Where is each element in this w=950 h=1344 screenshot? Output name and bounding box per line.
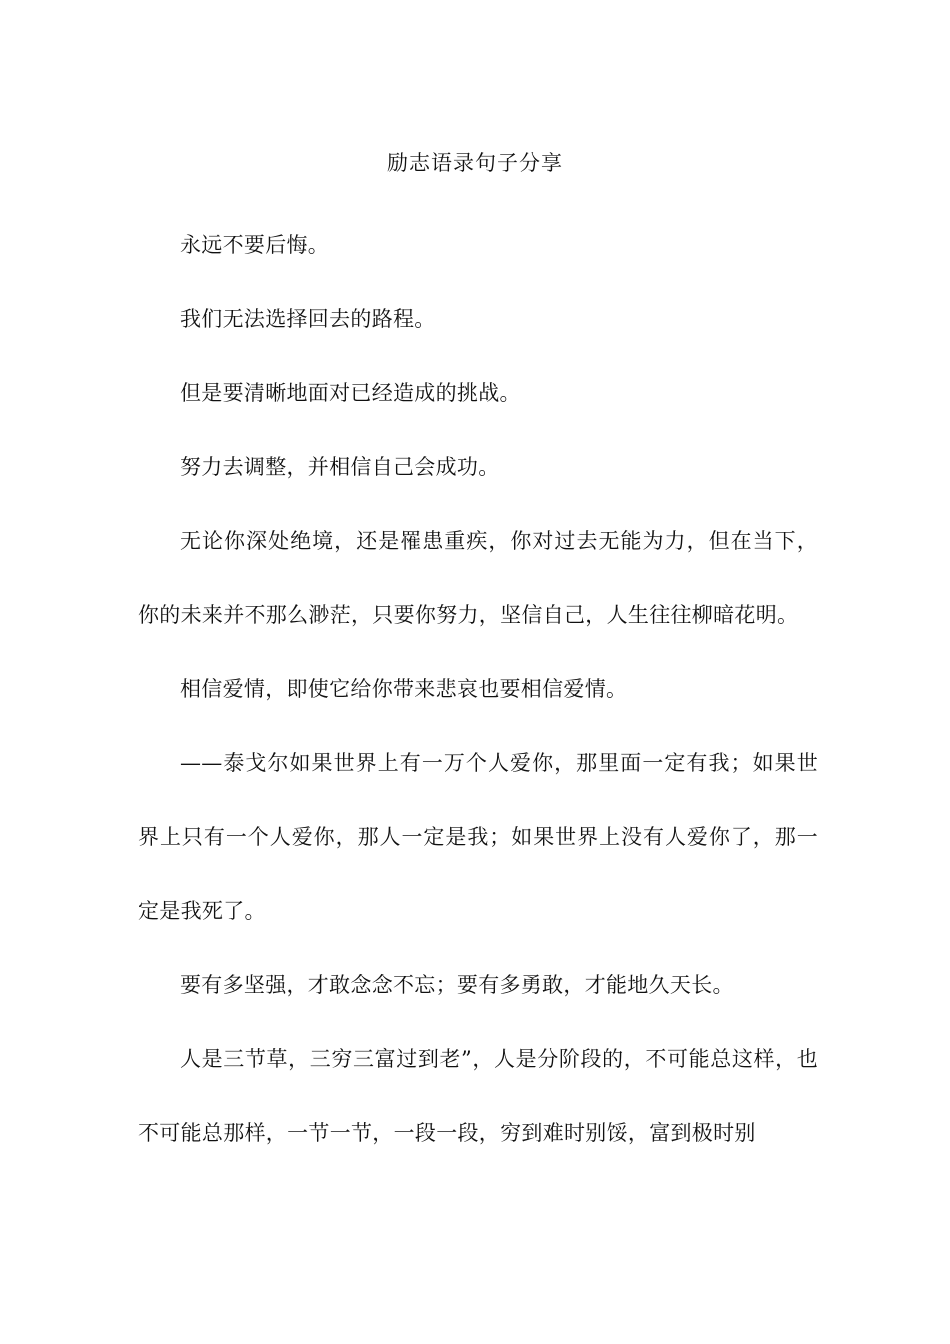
paragraph: 我们无法选择回去的路程。 xyxy=(180,307,436,331)
paragraph: 努力去调整，并相信自己会成功。 xyxy=(180,455,500,479)
paragraph: 人是三节草，三穷三富过到老”，人是分阶段的，不可能总这样，也不可能总那样，一节一节，一段一段，穷到难时别馁，富到极时别 xyxy=(138,1047,818,1145)
paragraph: ——泰戈尔如果世界上有一万个人爱你，那里面一定有我；如果世界上只有一个人爱你，那人一定是我；如果世界上没有人爱你了，那一定是我死了。 xyxy=(138,751,818,923)
paragraph: 要有多坚强，才敢念念不忘；要有多勇敢，才能地久天长。 xyxy=(180,973,734,997)
paragraph: 但是要清晰地面对已经造成的挑战。 xyxy=(180,381,521,405)
paragraph: 永远不要后悔。 xyxy=(180,233,330,257)
paragraph: 相信爱情，即使它给你带来悲哀也要相信爱情。 xyxy=(180,677,628,701)
document-title: 励志语录句子分享 xyxy=(387,151,563,175)
paragraph: 无论你深处绝境，还是罹患重疾，你对过去无能为力，但在当下，你的未来并不那么渺茫，只要你努力，坚信自己，人生往往柳暗花明。 xyxy=(138,529,818,627)
document-body xyxy=(138,208,818,1170)
